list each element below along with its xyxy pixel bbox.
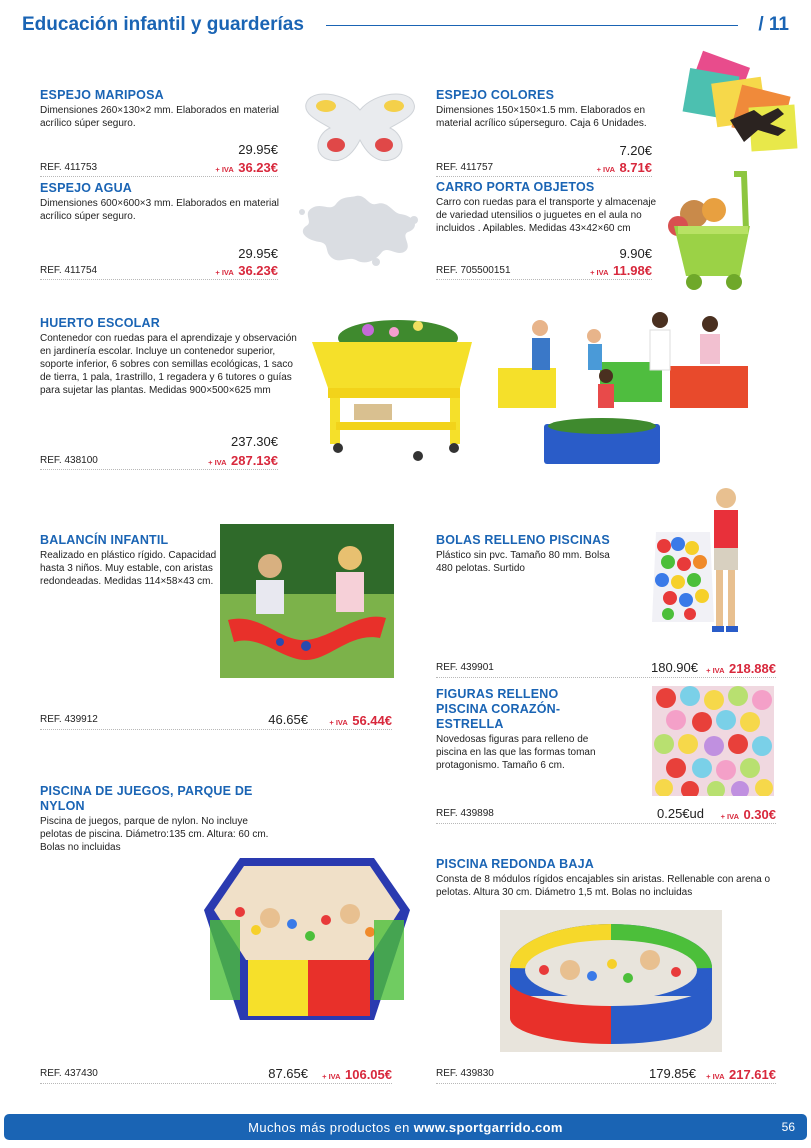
nylon-play-pool-image — [200, 850, 414, 1026]
product-description: Piscina de juegos, parque de nylon. No incluye pelotas de piscina. Diámetro:135 cm. Altura: 60 cm. Bolas no incluidas — [40, 816, 269, 853]
price-with-iva: 36.23€ — [238, 263, 278, 278]
product-huerto-escolar — [40, 316, 300, 397]
round-pool-image — [500, 910, 722, 1052]
iva-tag: + IVA — [596, 165, 615, 174]
product-name: BOLAS RELLENO PISCINAS — [436, 533, 610, 547]
iva-tag: + IVA — [215, 268, 234, 277]
section-number: / 11 — [758, 14, 789, 35]
product-description: Plástico sin pvc. Tamaño 80 mm. Bolsa 480 pelotas. Surtido — [436, 550, 610, 574]
divider — [436, 279, 652, 280]
price: 0.25€ud — [657, 806, 704, 821]
price: 9.90€ — [619, 246, 652, 261]
reference: REF. 411753 — [40, 162, 98, 173]
price-with-iva: 0.30€ — [743, 807, 776, 822]
price-with-iva: 106.05€ — [345, 1067, 392, 1082]
price: 7.20€ — [619, 143, 652, 158]
product-piscina-redonda — [436, 857, 776, 899]
iva-tag: + IVA — [590, 268, 609, 277]
divider — [40, 176, 278, 177]
product-espejo-agua — [40, 181, 290, 223]
price: 180.90€ — [651, 660, 698, 675]
divider — [40, 729, 392, 730]
price-with-iva: 218.88€ — [729, 661, 776, 676]
reference: REF. 438100 — [40, 455, 98, 466]
product-name: HUERTO ESCOLAR — [40, 316, 160, 330]
product-name: CARRO PORTA OBJETOS — [436, 180, 595, 194]
footer-text — [4, 1120, 807, 1135]
price: 46.65€ — [268, 712, 308, 727]
color-mirrors-image — [674, 50, 806, 160]
price-block — [436, 143, 652, 178]
price: 29.95€ — [238, 246, 278, 261]
page-number: 56 — [781, 1120, 795, 1134]
price-block — [436, 660, 776, 676]
product-description: Dimensiones 150×150×1.5 mm. Elaborados en material acrílico súperseguro. Caja 6 Unidades. — [436, 105, 647, 129]
product-description: Dimensiones 600×600×3 mm. Elaborados en material acrílico súper seguro. — [40, 198, 280, 222]
product-bolas-relleno — [436, 533, 626, 575]
reference: REF. 439898 — [436, 808, 494, 819]
iva-tag: + IVA — [329, 718, 348, 727]
iva-tag: + IVA — [215, 165, 234, 174]
product-name: ESPEJO COLORES — [436, 88, 555, 102]
heart-star-figures-image — [652, 686, 774, 796]
divider — [436, 677, 776, 678]
reference: REF. 439901 — [436, 662, 494, 673]
price-block — [40, 712, 392, 728]
price-block — [40, 1066, 392, 1082]
footer-label: Muchos más productos en — [248, 1120, 410, 1135]
price-block — [40, 434, 278, 470]
divider — [436, 823, 776, 824]
product-piscina-juegos — [40, 784, 280, 854]
reference: REF. 411757 — [436, 162, 494, 173]
header-rule — [326, 25, 738, 26]
toy-cart-image — [664, 170, 760, 292]
price-with-iva: 36.23€ — [238, 160, 278, 175]
product-espejo-colores — [436, 88, 676, 130]
price: 179.85€ — [649, 1066, 696, 1081]
iva-tag: + IVA — [322, 1072, 341, 1081]
price-block — [40, 142, 278, 178]
product-description: Consta de 8 módulos rígidos encajables sin aristas. Rellenable con arena o pelotas. Altura 30 cm. Diámetro 1,5 mt. Bolas no incluidas — [436, 874, 771, 898]
product-description: Contenedor con ruedas para el aprendizaje y observación en jardinería escolar. Incluye un contenedor superior, soporte inferior, 6 sobres con semillas ecológicas, 1 saco de tierra, 1 pala, 1rastrillo, 1 regadera y 6 tutores o guías para sujetar las plantas. Medidas 900×500×625 mm — [40, 333, 297, 396]
reference: REF. 705500151 — [436, 265, 511, 276]
price-with-iva: 56.44€ — [352, 713, 392, 728]
price-with-iva: 287.13€ — [231, 453, 278, 468]
product-name: ESPEJO AGUA — [40, 181, 133, 195]
divider — [40, 1083, 392, 1084]
reference: REF. 411754 — [40, 265, 98, 276]
price: 87.65€ — [268, 1066, 308, 1081]
product-description: Novedosas figuras para relleno de piscina en las que las formas toman protagonismo. Tamaño 6 cm. — [436, 734, 596, 771]
price-with-iva: 217.61€ — [729, 1067, 776, 1082]
page-footer — [4, 1114, 807, 1140]
divider — [40, 469, 278, 470]
children-garden-image — [496, 310, 752, 478]
iva-tag: + IVA — [208, 458, 227, 467]
reference: REF. 439912 — [40, 714, 98, 725]
product-name: FIGURAS RELLENO PISCINA CORAZÓN-ESTRELLA — [436, 687, 561, 731]
water-splash-mirror-image — [296, 190, 422, 268]
seesaw-image — [220, 524, 394, 678]
product-name: ESPEJO MARIPOSA — [40, 88, 164, 102]
price: 237.30€ — [231, 434, 278, 449]
product-description: Dimensiones 260×130×2 mm. Elaborados en material acrílico súper seguro. — [40, 105, 280, 129]
divider — [40, 279, 278, 280]
butterfly-mirror-image — [300, 90, 422, 166]
product-name: BALANCÍN INFANTIL — [40, 533, 169, 547]
product-carro-porta-objetos — [436, 180, 666, 235]
product-figuras-relleno — [436, 687, 596, 772]
price-with-iva: 8.71€ — [619, 160, 652, 175]
website-link[interactable]: www.sportgarrido.com — [413, 1120, 563, 1135]
school-garden-cart-image — [308, 312, 476, 462]
product-name: PISCINA DE JUEGOS, PARQUE DE NYLON — [40, 784, 253, 813]
price-block — [40, 246, 278, 280]
product-description: Realizado en plástico rígido. Capacidad hasta 3 niños. Muy estable, con aristas redondeadas. Medidas 114×58×43 cm. — [40, 550, 217, 587]
product-description: Carro con ruedas para el transporte y almacenaje de variedad utensilios o juguetes en el aula no incluidos . Apilables. Medidas 43×42×60 cm — [436, 197, 657, 234]
price: 29.95€ — [238, 142, 278, 157]
ball-bag-image — [648, 486, 752, 650]
reference: REF. 437430 — [40, 1068, 98, 1079]
price-block — [436, 806, 776, 822]
iva-tag: + IVA — [706, 666, 725, 675]
iva-tag: + IVA — [720, 812, 739, 821]
price-block — [436, 246, 652, 280]
price-block — [436, 1066, 776, 1082]
page-title: Educación infantil y guarderías — [22, 14, 304, 35]
product-balancin-infantil — [40, 533, 220, 588]
product-name: PISCINA REDONDA BAJA — [436, 857, 594, 871]
reference: REF. 439830 — [436, 1068, 494, 1079]
divider — [436, 176, 652, 177]
divider — [436, 1083, 776, 1084]
price-with-iva: 11.98€ — [612, 263, 652, 278]
product-espejo-mariposa — [40, 88, 290, 130]
iva-tag: + IVA — [706, 1072, 725, 1081]
page-header — [0, 0, 811, 52]
